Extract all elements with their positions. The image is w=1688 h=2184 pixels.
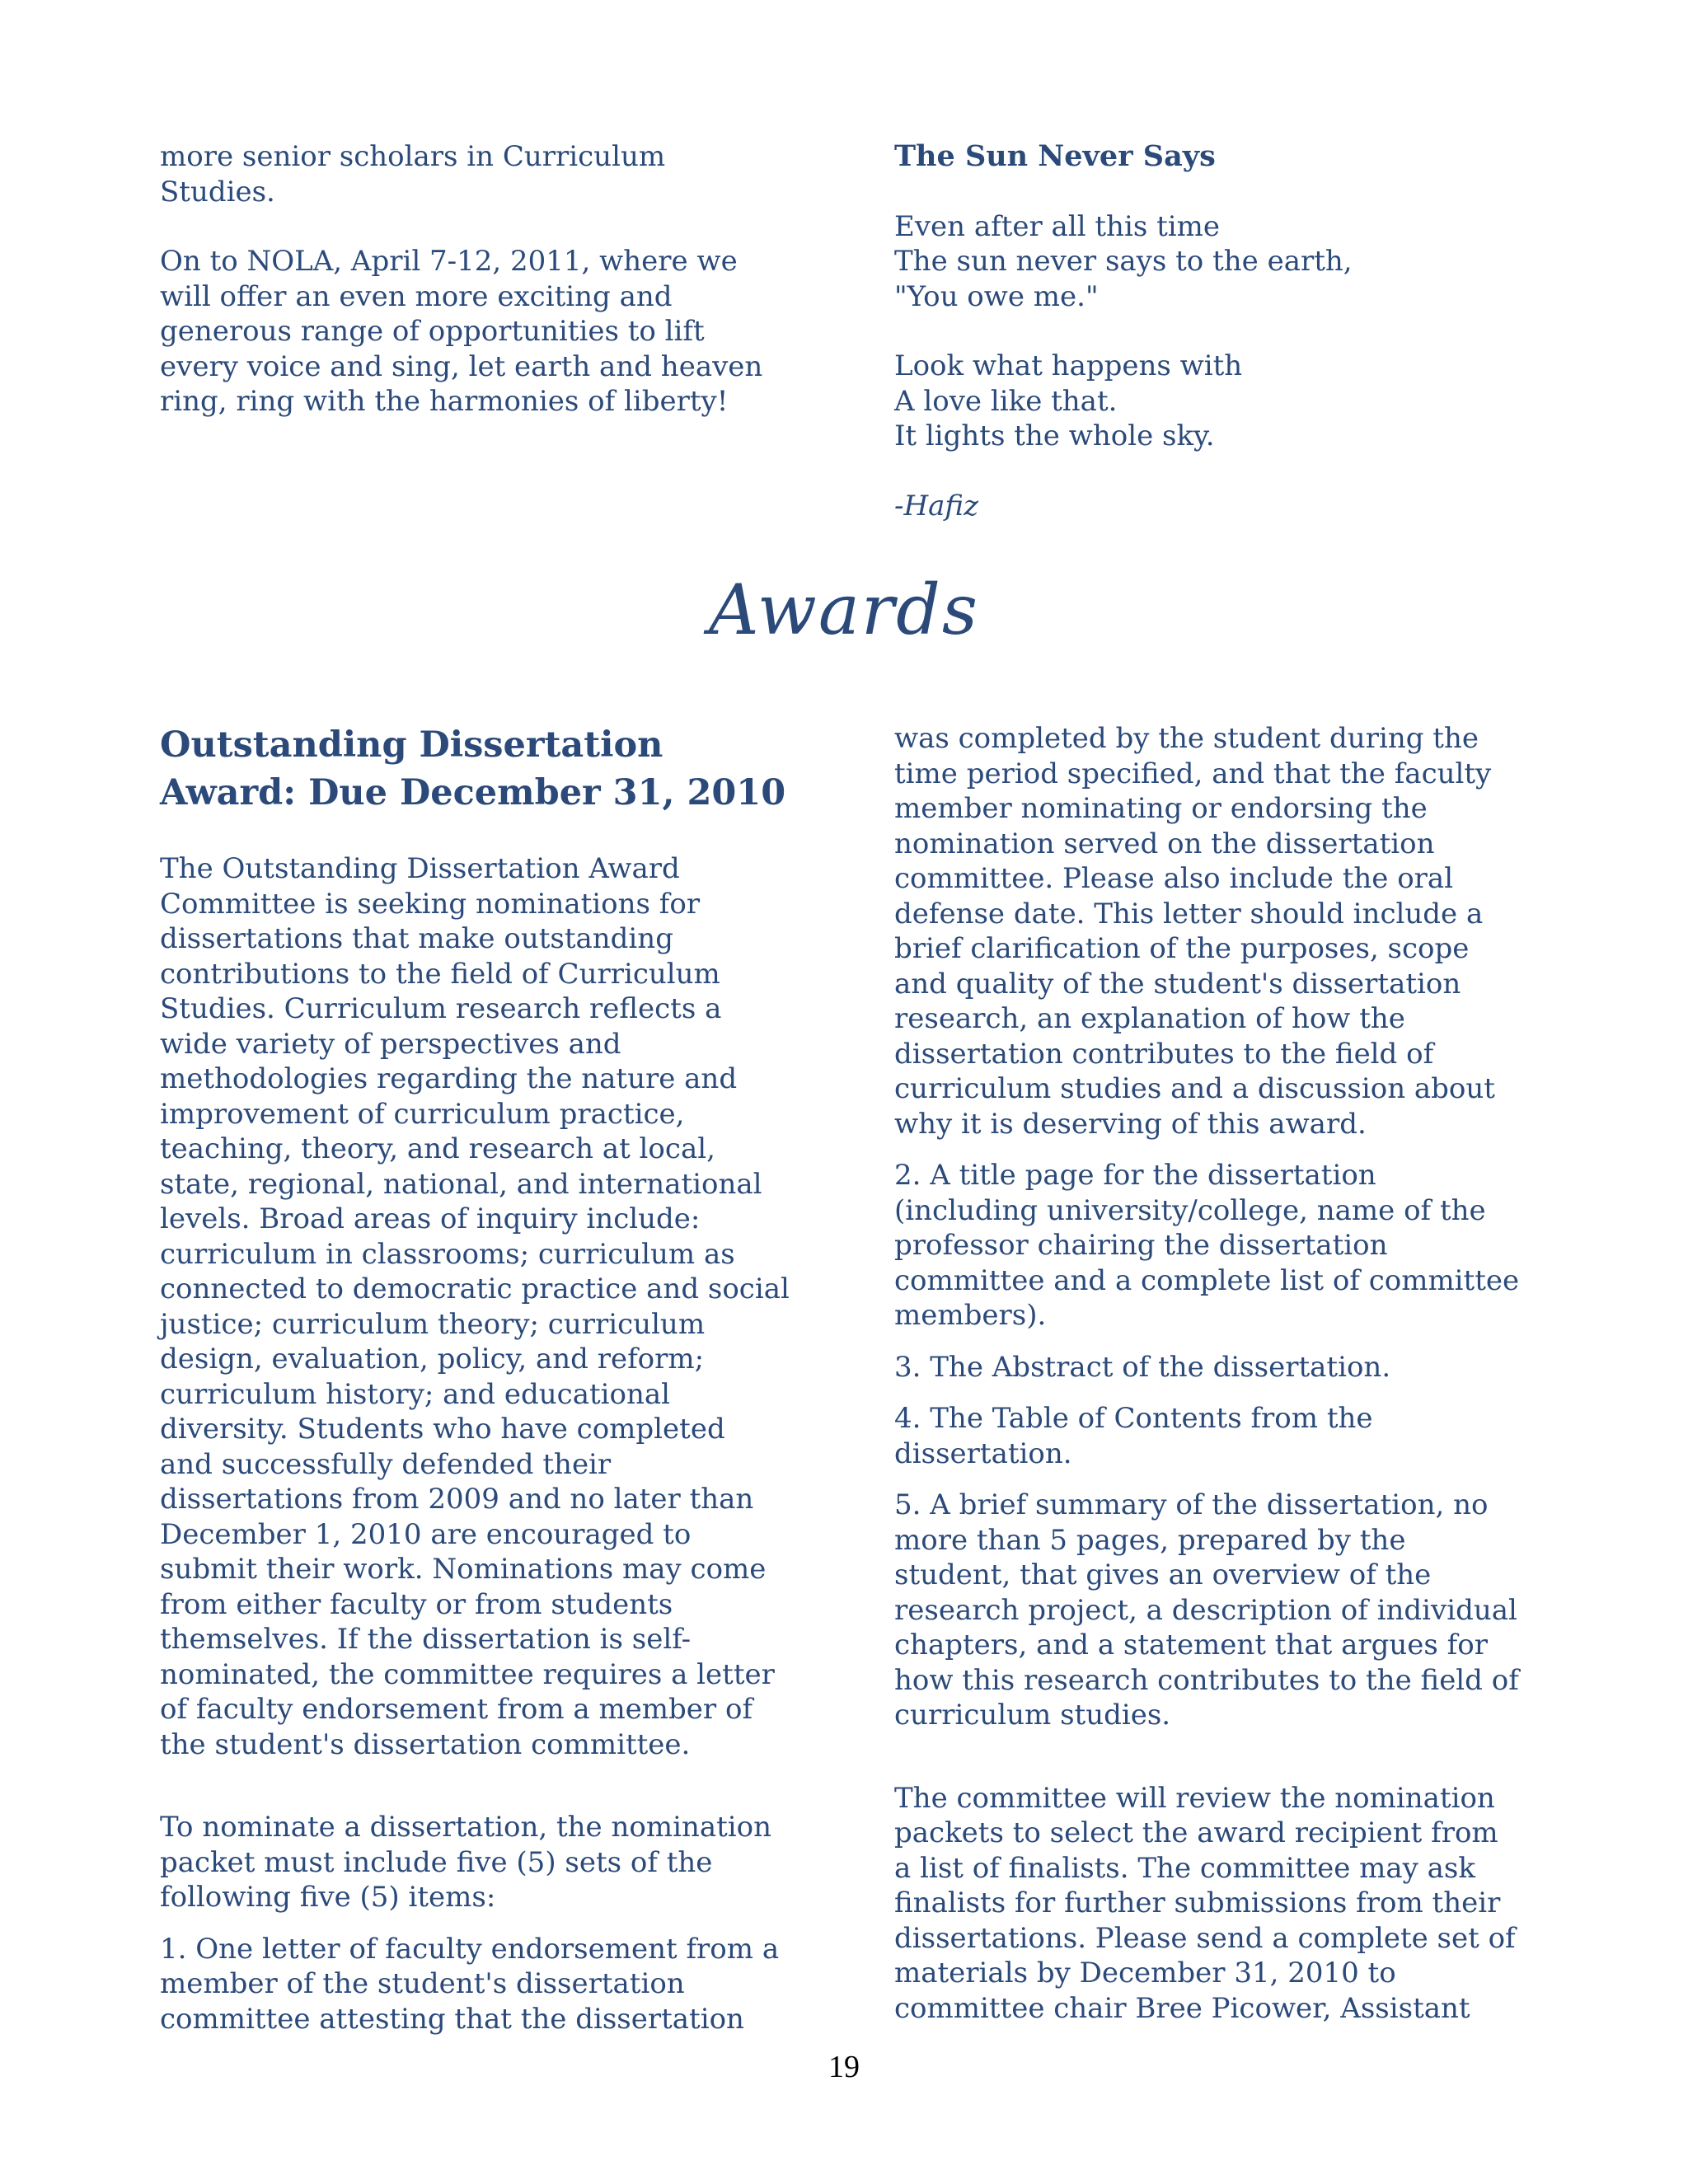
award-intro-paragraph: The Outstanding Dissertation Award Committee is seeking nominations for dissertations that make outstanding contributions to the field of Curriculum Studies. Curriculum research reflects a wide variety of perspectives and methodologies regarding the nature and improvement of curriculum practice, teaching, theory, and research at local, state, regional, national, and international levels. Broad areas of inquiry include: curriculum in classrooms; curriculum as connected to democratic practice and social justice; curriculum theory; curriculum design, evaluation, policy, and reform; curriculum history; and educational diversity. Students who have completed and successfully defended their dissertations from 2009 and no later than December 1, 2010 are encouraged to submit their work. Nominations may come from either faculty or from students themselves. If the dissertation is self- nominated, the committee requires a letter of faculty endorsement from a member of the student's dissertation committee. <box>160 852 790 1761</box>
section-heading: Awards <box>709 569 979 650</box>
top-left-column <box>160 139 811 419</box>
poem-stanza-2: Look what happens with A love like that. It lights the whole sky. <box>894 349 1243 452</box>
list-item-3: 3. The Abstract of the dissertation. <box>894 1350 1391 1384</box>
poem-title: The Sun Never Says <box>894 139 1216 173</box>
poem-stanza-1: Even after all this time The sun never says to the earth, "You owe me." <box>894 209 1353 313</box>
award-title: Outstanding Dissertation Award: Due December 31, 2010 <box>160 724 786 813</box>
list-item-1-continued: was completed by the student during the time period specified, and that the faculty member nominating or endorsing the nomination served on the dissertation committee. Please also include the oral defense date. This letter should include a brief clarification of the purposes, scope and quality of the student's dissertation research, an explanation of how the dissertation contributes to the field of curriculum studies and a discussion about why it is deserving of this award. <box>894 722 1495 1141</box>
page-number: 19 <box>828 2050 860 2084</box>
list-item-4: 4. The Table of Contents from the dissertation. <box>894 1402 1373 1470</box>
award-right-column <box>894 721 1545 2026</box>
closing-paragraph-2: On to NOLA, April 7-12, 2011, where we will offer an even more exciting and generous range of opportunities to lift every voice and sing, let earth and heaven ring, ring with the harmonies of liberty! <box>160 245 763 418</box>
list-item-5: 5. A brief summary of the dissertation, no more than 5 pages, prepared by the student, that gives an overview of the research project, a description of individual chapters, and a statement that argues for how this research contributes to the field of curriculum studies. <box>894 1488 1519 1732</box>
list-item-2: 2. A title page for the dissertation (including university/college, name of the professor chairing the dissertation committee and a complete list of committee members). <box>894 1159 1520 1332</box>
nomination-requirements-paragraph: To nominate a dissertation, the nomination packet must include five (5) sets of the following five (5) items: <box>160 1811 772 1914</box>
poem-column <box>894 139 1537 523</box>
award-left-column <box>160 721 819 2036</box>
list-item-1-start: 1. One letter of faculty endorsement from a member of the student's dissertation committee attesting that the dissertation <box>160 1932 780 2036</box>
closing-paragraph-1: more senior scholars in Curriculum Studies. <box>160 140 666 209</box>
review-paragraph: The committee will review the nomination packets to select the award recipient from a list of finalists. The committee may ask finalists for further submissions from their dissertations. Please send a complete set of materials by December 31, 2010 to committee chair Bree Picower, Assistant <box>894 1781 1516 2025</box>
poem-author: -Hafiz <box>894 489 978 523</box>
